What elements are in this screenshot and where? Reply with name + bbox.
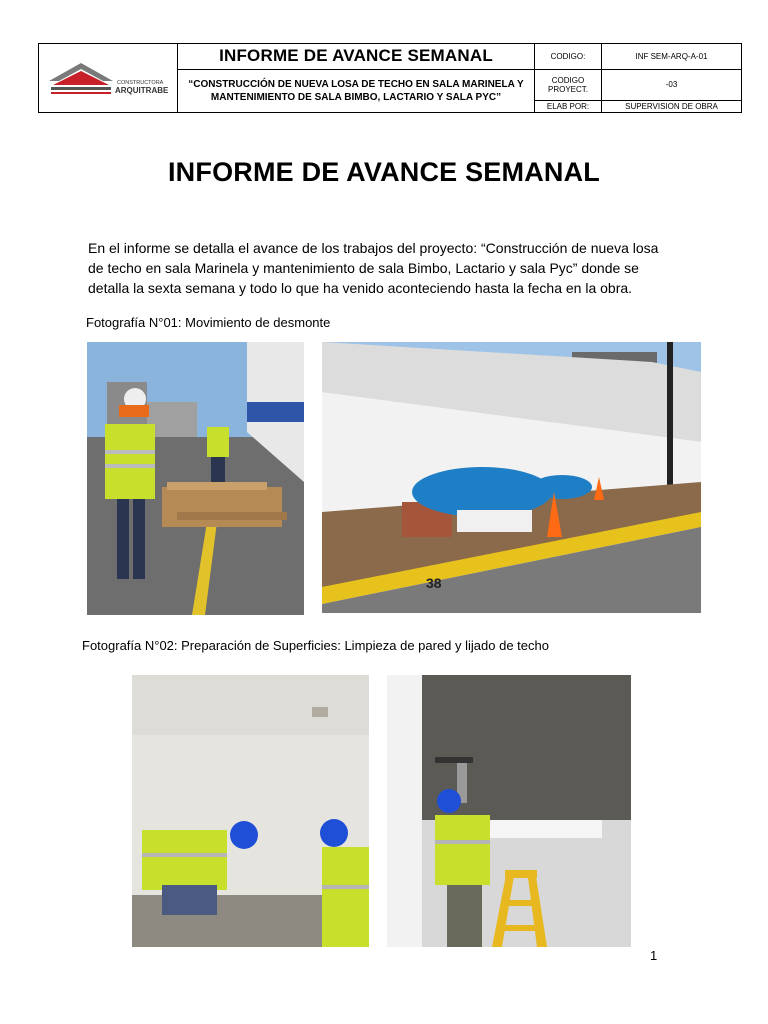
codigo-proyect-value: -03 xyxy=(602,69,742,100)
photo2-caption: Fotografía N°02: Preparación de Superficies: Limpieza de pared y lijado de techo xyxy=(82,638,549,653)
header-title: INFORME DE AVANCE SEMANAL xyxy=(178,44,535,70)
photo-ceiling-sanding xyxy=(387,675,631,947)
codigo-value: INF SEM-ARQ-A-01 xyxy=(602,44,742,70)
elab-label: ELAB POR: xyxy=(535,100,602,112)
document-header xyxy=(38,43,742,113)
company-logo-cell xyxy=(39,44,178,113)
document-title: INFORME DE AVANCE SEMANAL xyxy=(167,157,600,187)
page-number: 1 xyxy=(650,948,658,963)
photo-worker-timber xyxy=(87,342,304,615)
photo-wall-cleaning xyxy=(132,675,369,947)
company-logo xyxy=(43,51,173,101)
codigo-proyect-label: CODIGO PROYECT. xyxy=(535,69,602,100)
curb-number: 38 xyxy=(426,575,442,591)
header-subtitle: “CONSTRUCCIÓN DE NUEVA LOSA DE TECHO EN SALA MARINELA Y MANTENIMIENTO DE SALA BIMBO, LACTARIO Y SALA PYC” xyxy=(178,69,535,112)
elab-value: SUPERVISION DE OBRA xyxy=(602,100,742,112)
intro-paragraph: En el informe se detalla el avance de los trabajos del proyecto: “Construcción de nueva losa de techo en sala Marinela y mantenimiento de sala Bimbo, Lactario y sala Pyc” donde se detalla la sexta semana y todo lo que ha venido aconteciendo hasta la fecha en la obra. xyxy=(88,240,659,296)
codigo-label: CODIGO: xyxy=(535,44,602,70)
company-line1: CONSTRUCTORA xyxy=(117,79,164,86)
company-line2: ARQUITRABE xyxy=(115,85,169,95)
photo1-caption: Fotografía N°01: Movimiento de desmonte xyxy=(86,315,331,330)
photo-wall-tarp xyxy=(322,342,701,613)
